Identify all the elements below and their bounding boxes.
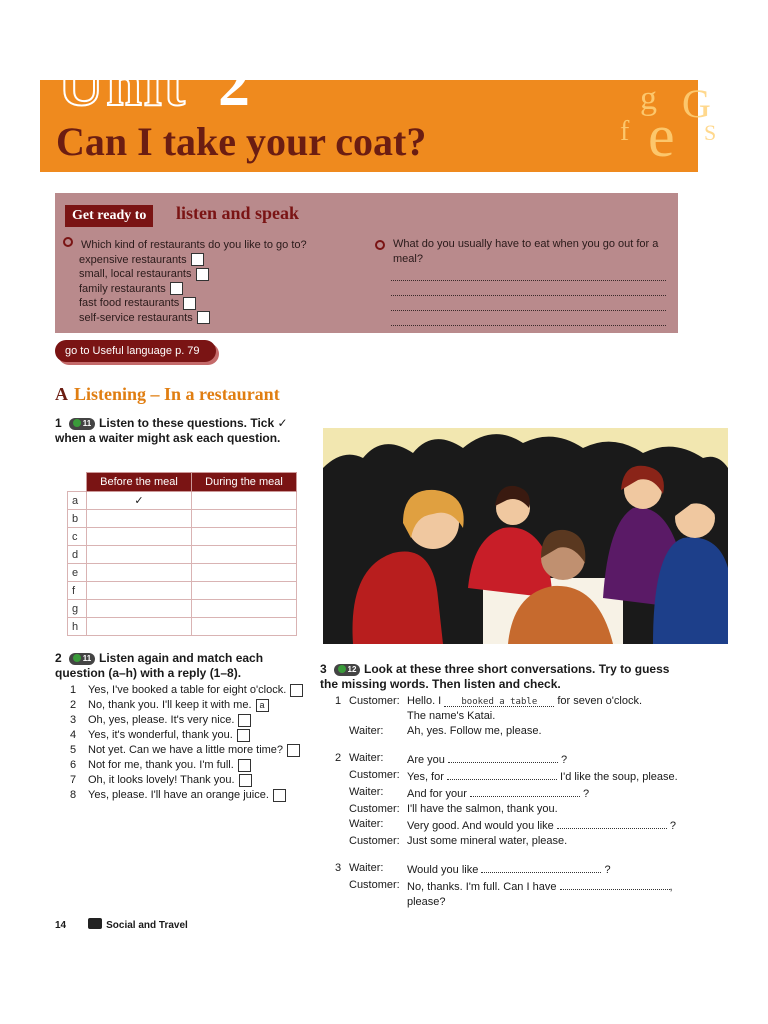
dialogue-line: Customer: No, thanks. I'm full. Can I have , [349, 879, 673, 893]
question-3 [320, 662, 680, 692]
restaurant-illustration [323, 428, 728, 644]
question-left [63, 237, 353, 325]
question-1 [55, 416, 295, 446]
bullet-icon [375, 240, 385, 250]
answer-box[interactable]: a [256, 699, 269, 712]
tick-table [67, 472, 297, 636]
list-item: 7 Oh, it looks lovely! Thank you. [70, 773, 310, 788]
useful-language-link[interactable]: go to Useful language p. 79 [55, 340, 216, 362]
before-cell[interactable] [87, 564, 192, 582]
bullet-icon [63, 237, 73, 247]
section-a-heading [55, 384, 280, 405]
question-number: 1 [55, 416, 62, 430]
dialogue-line: Customer: Yes, for I'd like the soup, please. [349, 769, 678, 783]
during-cell[interactable] [192, 582, 297, 600]
table-row [68, 600, 297, 618]
section-letter: A [55, 384, 68, 404]
row-letter: e [68, 564, 87, 582]
cd-track-icon: 12 [334, 664, 360, 676]
list-item: 1 Yes, I've booked a table for eight o'clock. [70, 683, 310, 698]
row-letter: c [68, 528, 87, 546]
list-item: 6 Not for me, thank you. I'm full. [70, 758, 310, 773]
question-right [375, 237, 670, 326]
row-letter: g [68, 600, 87, 618]
get-ready-box [55, 193, 678, 333]
before-cell[interactable] [87, 510, 192, 528]
answer-box[interactable] [238, 759, 251, 772]
table-row [68, 492, 297, 510]
option-row [79, 282, 353, 297]
answer-box[interactable] [239, 774, 252, 787]
answer-blank[interactable] [448, 751, 558, 763]
answer-line[interactable] [391, 311, 666, 326]
answer-line[interactable] [391, 281, 666, 296]
list-item: 8 Yes, please. I'll have an orange juice. [70, 788, 310, 803]
row-letter: a [68, 492, 87, 510]
during-cell[interactable] [192, 492, 297, 510]
list-item: 4 Yes, it's wonderful, thank you. [70, 728, 310, 743]
row-letter: h [68, 618, 87, 636]
book-icon [88, 918, 102, 929]
column-header: During the meal [192, 473, 297, 492]
answer-blank[interactable] [447, 768, 557, 780]
question-number: 3 [320, 662, 327, 676]
question-2-text: Listen again and match each question (a–h) with a reply (1–8). [55, 651, 264, 680]
row-letter: d [68, 546, 87, 564]
answer-box[interactable] [238, 714, 251, 727]
answer-line[interactable] [391, 296, 666, 311]
answer-line[interactable] [391, 266, 666, 281]
dialogue-line: The name's Katai. [407, 710, 496, 722]
table-row [68, 564, 297, 582]
before-cell[interactable] [87, 618, 192, 636]
dialogue-line: Waiter: And for your ? [349, 786, 590, 800]
dialogue-line: Waiter: Very good. And would you like ? [349, 818, 677, 832]
table-row [68, 618, 297, 636]
during-cell[interactable] [192, 564, 297, 582]
option-checkbox[interactable] [196, 268, 209, 281]
option-checkbox[interactable] [191, 253, 204, 266]
series-name: Social and Travel [106, 920, 188, 931]
section-title: Listening – In a restaurant [74, 384, 280, 404]
dialogue-line: 3 Waiter: Would you like ? [335, 862, 611, 876]
option-checkbox[interactable] [197, 311, 210, 324]
unit-number: 2 [218, 48, 250, 119]
question-3-text: Look at these three short conversations. Try to guess the missing words. Then listen and check. [320, 662, 670, 691]
option-checkbox[interactable] [183, 297, 196, 310]
during-cell[interactable] [192, 618, 297, 636]
option-row [79, 296, 353, 311]
answer-box[interactable] [290, 684, 303, 697]
cd-track-icon: 11 [69, 418, 95, 430]
before-cell[interactable]: ✓ [87, 492, 192, 510]
list-item: 2 No, thank you. I'll keep it with me. a [70, 698, 310, 713]
unit-header [40, 48, 717, 172]
during-cell[interactable] [192, 600, 297, 618]
answer-blank[interactable] [560, 878, 670, 890]
option-label: fast food restaurants [79, 297, 180, 309]
list-item: 3 Oh, yes, please. It's very nice. [70, 713, 310, 728]
before-cell[interactable] [87, 582, 192, 600]
question-number: 2 [55, 651, 62, 665]
answer-blank[interactable]: booked a table [444, 695, 554, 707]
question-1-text: Listen to these questions. Tick ✓ when a waiter might ask each question. [55, 416, 288, 445]
row-letter: b [68, 510, 87, 528]
question-2 [55, 651, 305, 681]
answer-box[interactable] [273, 789, 286, 802]
unit-word: Unit [58, 48, 187, 119]
during-cell[interactable] [192, 528, 297, 546]
list-item: 5 Not yet. Can we have a little more time? [70, 743, 310, 758]
option-row [79, 267, 353, 282]
option-label: expensive restaurants [79, 253, 187, 266]
answer-blank[interactable] [557, 817, 667, 829]
dialogue-line: Waiter: Ah, yes. Follow me, please. [349, 725, 542, 737]
reply-list [70, 683, 310, 803]
dialogue-line: Customer: I'll have the salmon, thank you. [349, 803, 558, 815]
before-cell[interactable] [87, 600, 192, 618]
table-row [68, 546, 297, 564]
option-checkbox[interactable] [170, 282, 183, 295]
page-footer [55, 918, 188, 931]
option-label: small, local restaurants [79, 268, 192, 280]
option-row [79, 253, 353, 268]
dialogue-line: 1 Customer: Hello. I booked a table for seven o'clock. [335, 695, 643, 707]
option-label: family restaurants [79, 282, 166, 295]
table-row [68, 528, 297, 546]
cd-track-icon: 11 [69, 653, 95, 665]
table-row [68, 582, 297, 600]
question-right-text: What do you usually have to eat when you go out for a meal? [393, 238, 659, 265]
page-title: Can I take your coat? [56, 119, 427, 164]
table-row [68, 510, 297, 528]
conversations [335, 694, 695, 910]
during-cell[interactable] [192, 546, 297, 564]
question-left-text: Which kind of restaurants do you like to go to? [81, 239, 307, 251]
answer-box[interactable] [237, 729, 250, 742]
dialogue-line: please? [407, 896, 446, 908]
before-cell[interactable] [87, 528, 192, 546]
answer-blank[interactable] [481, 861, 601, 873]
during-cell[interactable] [192, 510, 297, 528]
dialogue-line: Customer: Just some mineral water, please. [349, 835, 568, 847]
dialogue-line: 2 Waiter: Are you ? [335, 752, 568, 766]
column-header: Before the meal [87, 473, 192, 492]
get-ready-heading: listen and speak [176, 203, 300, 223]
answer-blank[interactable] [470, 785, 580, 797]
decorative-letters: g G e S f [620, 80, 717, 169]
row-letter: f [68, 582, 87, 600]
option-row [79, 311, 353, 326]
get-ready-tag: Get ready to [65, 205, 153, 227]
page-number: 14 [55, 920, 67, 931]
option-label: self-service restaurants [79, 311, 193, 324]
answer-box[interactable] [287, 744, 300, 757]
before-cell[interactable] [87, 546, 192, 564]
